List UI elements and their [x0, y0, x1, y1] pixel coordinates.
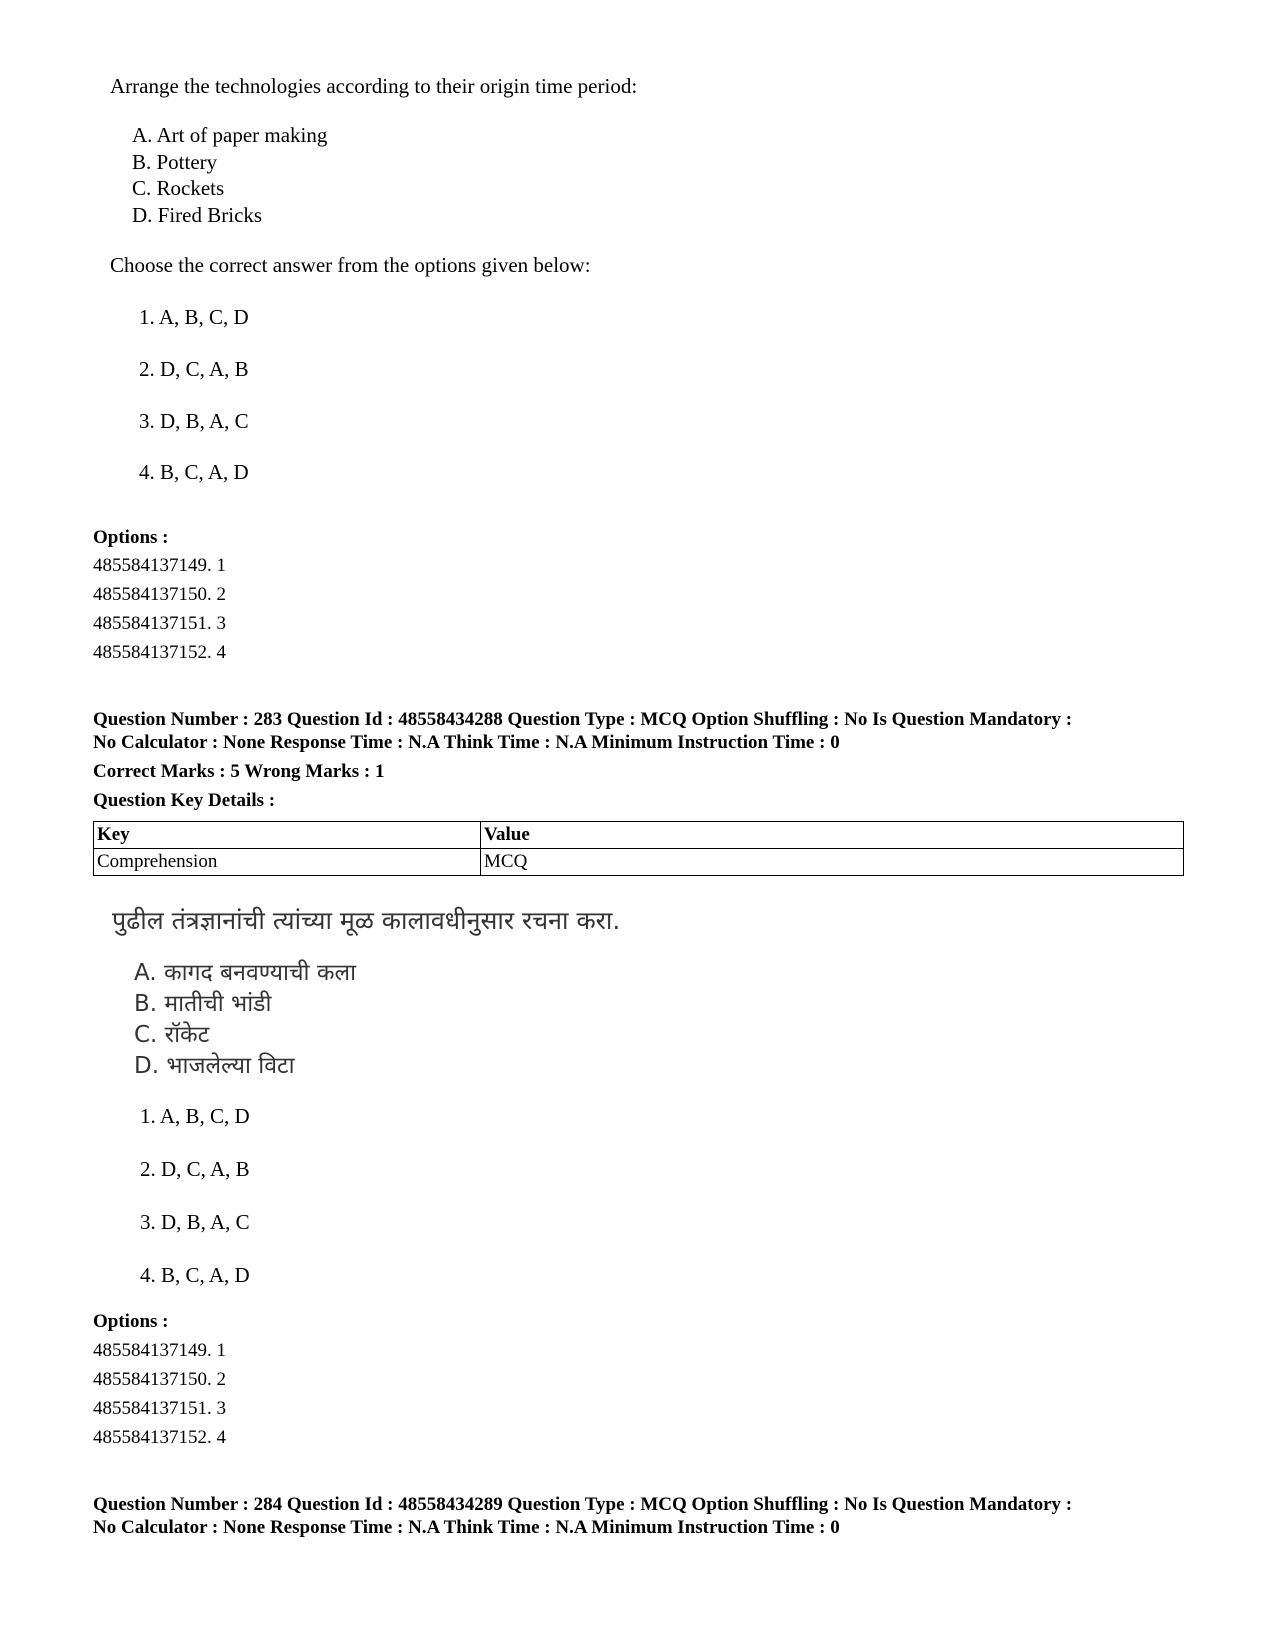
table-row [94, 849, 1184, 876]
answer-choice: 1. A, B, C, D [139, 305, 249, 329]
option-line: 485584137149. 1 [93, 555, 226, 576]
question-meta-line: Question Number : 284 Question Id : 48558434289 Question Type : MCQ Option Shuffling : No Is Question Mandatory : [93, 1494, 1073, 1515]
question-meta [93, 1493, 1193, 1539]
question-stem-marathi: पुढील तंत्रज्ञानांची त्यांच्या मूळ कालावधीनुसार रचना करा. [112, 906, 621, 935]
option-line: 485584137151. 3 [93, 1398, 226, 1419]
option-line: 485584137150. 2 [93, 584, 226, 605]
question-item: A. Art of paper making [132, 123, 328, 147]
question-item-marathi: C. रॉकेट [134, 1022, 210, 1048]
question-item-marathi: D. भाजलेल्या विटा [134, 1053, 295, 1079]
key-details-table [93, 821, 1184, 876]
answer-choice: 4. B, C, A, D [139, 460, 249, 484]
question-item: B. Pottery [132, 150, 218, 174]
answer-choice: 2. D, C, A, B [139, 357, 249, 381]
table-header-cell: Key [94, 822, 481, 849]
question-stem: Arrange the technologies according to their origin time period: [110, 74, 638, 98]
question-item: D. Fired Bricks [132, 203, 263, 227]
table-header-row [94, 822, 1184, 849]
question-item-marathi: A. कागद बनवण्याची कला [134, 960, 357, 986]
question-item: C. Rockets [132, 176, 225, 200]
question-meta [93, 708, 1193, 754]
marks-line: Correct Marks : 5 Wrong Marks : 1 [93, 761, 385, 782]
options-label: Options : [93, 1311, 169, 1332]
table-header-cell: Value [481, 822, 1184, 849]
question-meta-line: No Calculator : None Response Time : N.A Think Time : N.A Minimum Instruction Time : 0 [93, 732, 840, 753]
choose-instruction: Choose the correct answer from the options given below: [110, 253, 591, 277]
option-line: 485584137150. 2 [93, 1369, 226, 1390]
option-line: 485584137149. 1 [93, 1340, 226, 1361]
table-cell: Comprehension [94, 849, 481, 876]
answer-choice: 3. D, B, A, C [139, 409, 249, 433]
table-cell: MCQ [481, 849, 1184, 876]
options-label: Options : [93, 527, 169, 548]
option-line: 485584137152. 4 [93, 1427, 226, 1448]
answer-choice: 3. D, B, A, C [140, 1210, 250, 1234]
key-details-label: Question Key Details : [93, 790, 276, 811]
question-meta-line: Question Number : 283 Question Id : 48558434288 Question Type : MCQ Option Shuffling : No Is Question Mandatory : [93, 709, 1073, 730]
question-item-marathi: B. मातीची भांडी [134, 991, 272, 1017]
question-meta-line: No Calculator : None Response Time : N.A Think Time : N.A Minimum Instruction Time : 0 [93, 1517, 840, 1538]
option-line: 485584137152. 4 [93, 642, 226, 663]
answer-choice: 1. A, B, C, D [140, 1104, 250, 1128]
answer-choice: 2. D, C, A, B [140, 1157, 250, 1181]
answer-choice: 4. B, C, A, D [140, 1263, 250, 1287]
option-line: 485584137151. 3 [93, 613, 226, 634]
